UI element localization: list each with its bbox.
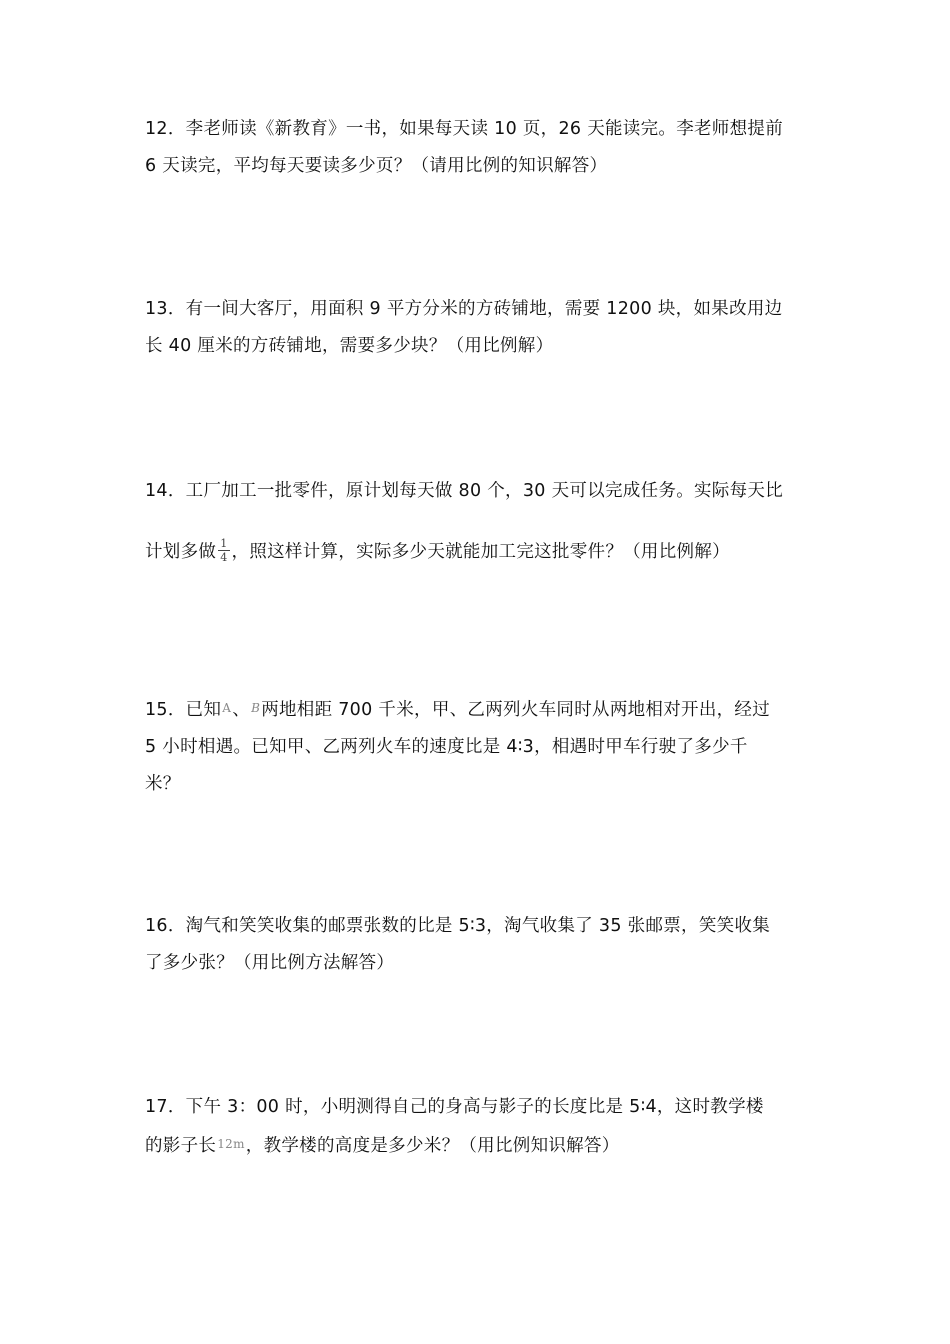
problem-15-line-1 — [145, 690, 810, 729]
problem-14-line-2-start: 计划多做 — [145, 542, 217, 562]
problem-13-line-1: 13．有一间大客厅，用面积 9 平方分米的方砖铺地，需要 1200 块，如果改用边 — [145, 299, 783, 319]
problem-13-line-2: 长 40 厘米的方砖铺地，需要多少块？（用比例解） — [145, 336, 554, 356]
problem-12-line-2: 6 天读完，平均每天要读多少页？（请用比例的知识解答） — [145, 156, 608, 176]
fraction-numerator: 1 — [220, 536, 228, 550]
problem-16 — [145, 908, 810, 982]
problem-15-line-2: 5 小时相遇。已知甲、乙两列火车的速度比是 4∶3，相遇时甲车行驶了多少千 — [145, 737, 748, 757]
problem-17-line-1: 17．下午 3：00 时，小明测得自己的身高与影子的长度比是 5∶4，这时教学楼 — [145, 1097, 764, 1117]
problem-15-line-3: 米？ — [145, 774, 181, 794]
problem-16-line-2: 了多少张？（用比例方法解答） — [145, 953, 395, 973]
problem-14-line-2-end: ，照这样计算，实际多少天就能加工完这批零件？（用比例解） — [231, 542, 730, 562]
fraction-one-quarter — [218, 537, 229, 564]
problem-14 — [145, 473, 810, 571]
problem-14-line-2 — [145, 534, 810, 571]
length-value: 12m — [217, 1137, 245, 1151]
problem-15-suffix: 两地相距 700 千米，甲、乙两列火车同时从两地相对开出，经过 — [261, 700, 771, 720]
fraction-denominator: 4 — [220, 550, 228, 564]
variable-b: B — [251, 701, 261, 715]
problem-15 — [145, 690, 810, 803]
problem-15-separator: 、 — [232, 700, 251, 720]
problem-16-line-1: 16．淘气和笑笑收集的邮票张数的比是 5∶3，淘气收集了 35 张邮票，笑笑收集 — [145, 916, 771, 936]
problem-17-line-2-end: ，教学楼的高度是多少米？（用比例知识解答） — [245, 1136, 620, 1156]
problem-12-line-1: 12．李老师读《新教育》一书，如果每天读 10 页，26 天能读完。李老师想提前 — [145, 119, 783, 139]
problem-12 — [145, 111, 810, 185]
problem-13 — [145, 291, 810, 365]
problem-17-line-2-start: 的影子长 — [145, 1136, 217, 1156]
problem-17-line-2 — [145, 1126, 810, 1165]
problem-14-line-1: 14．工厂加工一批零件，原计划每天做 80 个，30 天可以完成任务。实际每天比 — [145, 481, 783, 501]
variable-a: A — [222, 701, 232, 715]
problem-15-prefix: 15．已知 — [145, 700, 222, 720]
problem-17 — [145, 1089, 810, 1165]
